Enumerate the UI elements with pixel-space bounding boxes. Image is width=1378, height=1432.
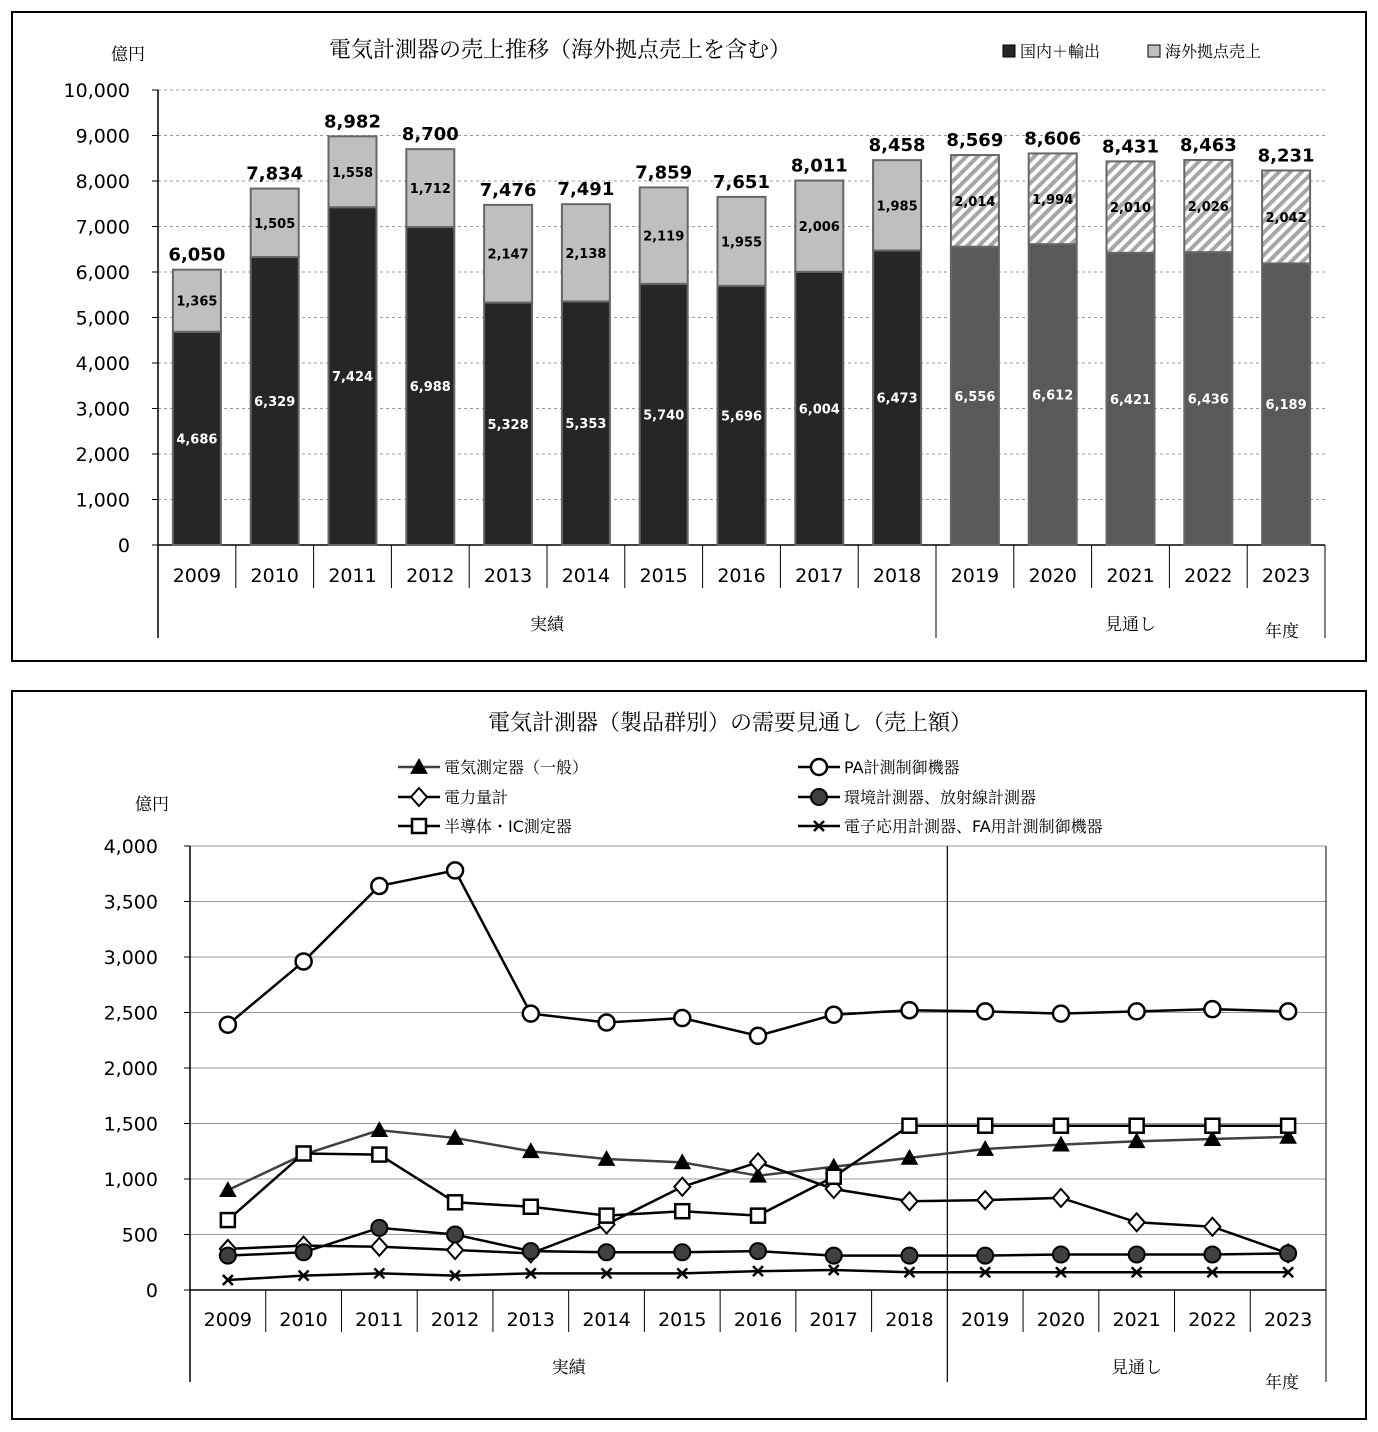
bar-label-overseas: 2,014 — [954, 194, 996, 210]
bar-label-overseas: 1,994 — [1032, 192, 1074, 208]
chart1-y-tick-label: 5,000 — [75, 307, 130, 330]
point-power-meter — [1204, 1218, 1220, 1236]
legend-label-overseas: 海外拠点売上 — [1165, 42, 1262, 61]
bar-label-domestic: 6,004 — [798, 402, 840, 418]
bar-label-overseas: 1,558 — [331, 165, 374, 181]
chart1-y-unit: 億円 — [111, 45, 145, 65]
bar-label-total: 8,606 — [1024, 128, 1082, 150]
legend-label-domestic: 国内＋輸出 — [1020, 42, 1101, 61]
point-semiconductor-ic — [372, 1148, 386, 1162]
bar-label-domestic: 6,421 — [1109, 392, 1152, 408]
point-environment-radiation — [977, 1248, 993, 1264]
bar-label-total: 7,651 — [713, 171, 770, 193]
chart2-x-tick-label: 2013 — [506, 1309, 555, 1331]
chart1-y-tick-label: 0 — [117, 535, 130, 557]
point-environment-radiation — [599, 1244, 615, 1260]
bar-label-overseas: 1,985 — [876, 199, 918, 215]
point-power-meter — [1053, 1189, 1069, 1207]
point-environment-radiation — [371, 1220, 387, 1236]
bar-label-domestic: 5,740 — [643, 408, 685, 424]
point-electrical-general — [220, 1182, 236, 1196]
bar-label-overseas: 2,042 — [1265, 210, 1307, 226]
bar-label-domestic: 6,988 — [409, 380, 451, 396]
point-semiconductor-ic — [902, 1119, 916, 1133]
point-environment-radiation — [750, 1243, 766, 1259]
chart2-y-tick-label: 4,000 — [103, 836, 158, 858]
point-pa-control — [1280, 1003, 1296, 1019]
point-semiconductor-ic — [675, 1204, 689, 1218]
chart1-x-tick-label: 2016 — [717, 565, 766, 587]
point-environment-radiation — [447, 1227, 463, 1243]
legend-semiconductor-ic-label: 半導体・IC測定器 — [444, 817, 572, 836]
chart1-y-tick-label: 10,000 — [63, 80, 130, 102]
bar-label-total: 6,050 — [168, 244, 226, 266]
legend-electronic-fa-label: 電子応用計測器、FA用計測制御機器 — [844, 817, 1103, 836]
bar-label-overseas: 2,010 — [1109, 201, 1152, 217]
point-pa-control — [1053, 1006, 1069, 1022]
point-semiconductor-ic — [600, 1209, 614, 1223]
legend-electrical-general-label: 電気測定器（一般） — [444, 758, 589, 777]
chart1-title: 電気計測器の売上推移（海外拠点売上を含む） — [328, 38, 792, 63]
legend-environment-radiation-marker — [811, 789, 827, 805]
chart1-group-label: 見通し — [1105, 615, 1156, 635]
chart1-x-tick-label: 2022 — [1184, 565, 1233, 587]
point-pa-control — [901, 1002, 917, 1018]
legend-pa-control-label: PA計測制御機器 — [844, 758, 960, 777]
chart1-x-tick-label: 2015 — [639, 565, 688, 587]
bar-label-total: 8,569 — [946, 130, 1004, 152]
point-semiconductor-ic — [297, 1146, 311, 1160]
legend-semiconductor-ic-marker — [412, 819, 426, 833]
legend-power-meter-marker — [411, 788, 427, 806]
bar-label-domestic: 7,424 — [331, 370, 374, 386]
chart2-x-tick-label: 2023 — [1263, 1309, 1313, 1331]
bar-label-overseas: 1,365 — [176, 294, 218, 310]
chart2-y-tick-label: 2,000 — [103, 1058, 158, 1080]
point-environment-radiation — [1129, 1246, 1145, 1262]
point-environment-radiation — [1053, 1246, 1069, 1262]
chart1-x-tick-label: 2020 — [1028, 565, 1077, 587]
point-semiconductor-ic — [1054, 1119, 1068, 1133]
point-pa-control — [599, 1014, 615, 1030]
bar-label-domestic: 4,686 — [176, 432, 218, 448]
chart2-y-tick-label: 1,500 — [103, 1113, 158, 1136]
chart2-x-tick-label: 2017 — [809, 1309, 858, 1331]
chart2-x-tick-label: 2015 — [658, 1309, 707, 1331]
bar-label-total: 8,011 — [790, 155, 848, 177]
point-power-meter — [901, 1192, 917, 1210]
point-environment-radiation — [901, 1248, 917, 1264]
chart1-x-tick-label: 2017 — [795, 565, 844, 587]
bar-label-domestic: 6,556 — [954, 389, 996, 405]
point-semiconductor-ic — [524, 1200, 538, 1214]
chart2-x-tick-label: 2016 — [733, 1309, 783, 1331]
point-environment-radiation — [1204, 1246, 1220, 1262]
bar-label-domestic: 5,353 — [565, 417, 607, 433]
chart1-y-tick-label: 9,000 — [75, 125, 130, 148]
bar-label-overseas: 2,147 — [487, 247, 529, 263]
point-semiconductor-ic — [221, 1213, 235, 1227]
point-power-meter — [977, 1191, 993, 1209]
chart2-y-tick-label: 3,000 — [103, 947, 158, 969]
chart1-y-tick-label: 4,000 — [75, 353, 130, 375]
bar-label-total: 7,476 — [479, 179, 537, 201]
point-pa-control — [296, 953, 312, 969]
chart1-y-tick-label: 1,000 — [75, 489, 130, 512]
point-environment-radiation — [826, 1248, 842, 1264]
legend-environment-radiation-label: 環境計測器、放射線計測器 — [844, 788, 1037, 807]
point-power-meter — [1129, 1213, 1145, 1231]
chart1-x-tick-label: 2011 — [328, 565, 377, 587]
chart1-y-tick-label: 3,000 — [75, 398, 130, 421]
chart2-x-tick-label: 2020 — [1036, 1309, 1086, 1331]
point-electrical-general — [371, 1122, 387, 1136]
bar-label-overseas: 2,026 — [1187, 200, 1229, 216]
bar-label-domestic: 6,612 — [1032, 388, 1074, 404]
chart2-x-tick-label: 2012 — [430, 1309, 480, 1331]
bar-label-total: 8,458 — [868, 135, 926, 157]
bar-label-domestic: 6,329 — [254, 395, 296, 411]
chart1-x-tick-label: 2018 — [872, 565, 922, 587]
bar-label-overseas: 2,138 — [565, 246, 607, 262]
point-pa-control — [371, 878, 387, 894]
chart1-x-tick-label: 2023 — [1261, 565, 1311, 587]
point-pa-control — [447, 862, 463, 878]
chart1-x-tick-label: 2009 — [172, 565, 222, 587]
bar-label-overseas: 1,505 — [254, 216, 296, 232]
chart2-y-tick-label: 2,500 — [103, 1002, 158, 1025]
chart1-y-tick-label: 8,000 — [75, 171, 130, 193]
point-power-meter — [371, 1238, 387, 1256]
chart2-y-tick-label: 1,000 — [103, 1169, 158, 1191]
bar-label-total: 8,982 — [324, 111, 381, 133]
point-environment-radiation — [1280, 1245, 1296, 1261]
chart2-x-tick-label: 2010 — [279, 1309, 328, 1331]
point-power-meter — [447, 1241, 463, 1259]
chart2-group-label: 見通し — [1111, 1358, 1163, 1378]
point-power-meter — [750, 1153, 766, 1171]
point-semiconductor-ic — [827, 1170, 841, 1184]
chart2-x-tick-label: 2019 — [961, 1309, 1010, 1331]
point-environment-radiation — [523, 1243, 539, 1259]
bar-label-overseas: 1,955 — [720, 235, 763, 251]
chart2-x-tick-label: 2021 — [1112, 1309, 1161, 1331]
chart1-x-tick-label: 2013 — [483, 565, 533, 587]
chart2-x-tick-label: 2014 — [582, 1309, 631, 1331]
bar-label-domestic: 5,328 — [487, 417, 529, 433]
point-pa-control — [1204, 1001, 1220, 1017]
point-pa-control — [220, 1017, 236, 1033]
chart2-title: 電気計測器（製品群別）の需要見通し（売上額） — [487, 711, 973, 736]
point-semiconductor-ic — [751, 1209, 765, 1223]
bar-label-overseas: 1,712 — [409, 182, 451, 198]
point-environment-radiation — [220, 1248, 236, 1264]
point-power-meter — [674, 1178, 690, 1196]
chart1-y-tick-label: 2,000 — [75, 444, 130, 466]
bar-label-total: 8,431 — [1102, 136, 1159, 158]
chart2-group-label: 実績 — [551, 1358, 586, 1378]
bar-label-domestic: 6,189 — [1265, 398, 1307, 414]
point-environment-radiation — [674, 1244, 690, 1260]
bar-label-domestic: 6,436 — [1187, 392, 1229, 408]
point-pa-control — [674, 1010, 690, 1026]
legend-swatch-domestic — [1003, 45, 1015, 57]
point-semiconductor-ic — [1130, 1119, 1144, 1133]
chart1-x-tick-label: 2014 — [561, 565, 611, 587]
legend-pa-control-marker — [811, 759, 827, 775]
point-pa-control — [523, 1006, 539, 1022]
chart2-x-tick-label: 2011 — [355, 1309, 404, 1331]
chart1-group-label: 実績 — [530, 615, 564, 635]
legend-power-meter-label: 電力量計 — [444, 788, 509, 807]
chart2-y-tick-label: 3,500 — [103, 891, 158, 914]
point-semiconductor-ic — [1205, 1119, 1219, 1133]
point-semiconductor-ic — [448, 1195, 462, 1209]
point-pa-control — [750, 1028, 766, 1044]
bar-label-total: 8,231 — [1257, 145, 1315, 167]
point-environment-radiation — [296, 1244, 312, 1260]
chart1-x-tick-label: 2010 — [250, 565, 299, 587]
point-pa-control — [1129, 1003, 1145, 1019]
chart2-x-tick-label: 2009 — [203, 1309, 253, 1331]
bar-label-total: 8,700 — [401, 124, 459, 146]
chart2-y-tick-label: 0 — [145, 1280, 158, 1302]
chart1-x-tick-label: 2012 — [406, 565, 455, 587]
chart2-x-unit: 年度 — [1265, 1373, 1299, 1393]
bar-label-domestic: 5,696 — [720, 409, 763, 425]
bar-label-total: 7,834 — [246, 163, 304, 185]
bar-label-domestic: 6,473 — [876, 391, 918, 407]
chart2-y-unit: 億円 — [135, 795, 169, 815]
legend-swatch-overseas — [1148, 45, 1160, 57]
point-semiconductor-ic — [978, 1119, 992, 1133]
chart1-x-tick-label: 2021 — [1106, 565, 1155, 587]
chart1-y-tick-label: 7,000 — [75, 216, 130, 239]
bar-label-overseas: 2,119 — [643, 229, 685, 245]
chart2-x-tick-label: 2018 — [885, 1309, 934, 1331]
chart1-x-unit: 年度 — [1265, 622, 1299, 642]
chart1-x-tick-label: 2019 — [950, 565, 1000, 587]
bar-label-overseas: 2,006 — [798, 220, 840, 236]
bar-label-total: 8,463 — [1179, 134, 1237, 156]
point-semiconductor-ic — [1281, 1119, 1295, 1133]
bar-label-total: 7,859 — [635, 162, 693, 184]
chart1-y-tick-label: 6,000 — [75, 262, 130, 284]
point-pa-control — [977, 1003, 993, 1019]
chart2-y-tick-label: 500 — [121, 1224, 158, 1247]
chart2-x-tick-label: 2022 — [1188, 1309, 1237, 1331]
bar-label-total: 7,491 — [557, 179, 615, 201]
point-pa-control — [826, 1007, 842, 1023]
